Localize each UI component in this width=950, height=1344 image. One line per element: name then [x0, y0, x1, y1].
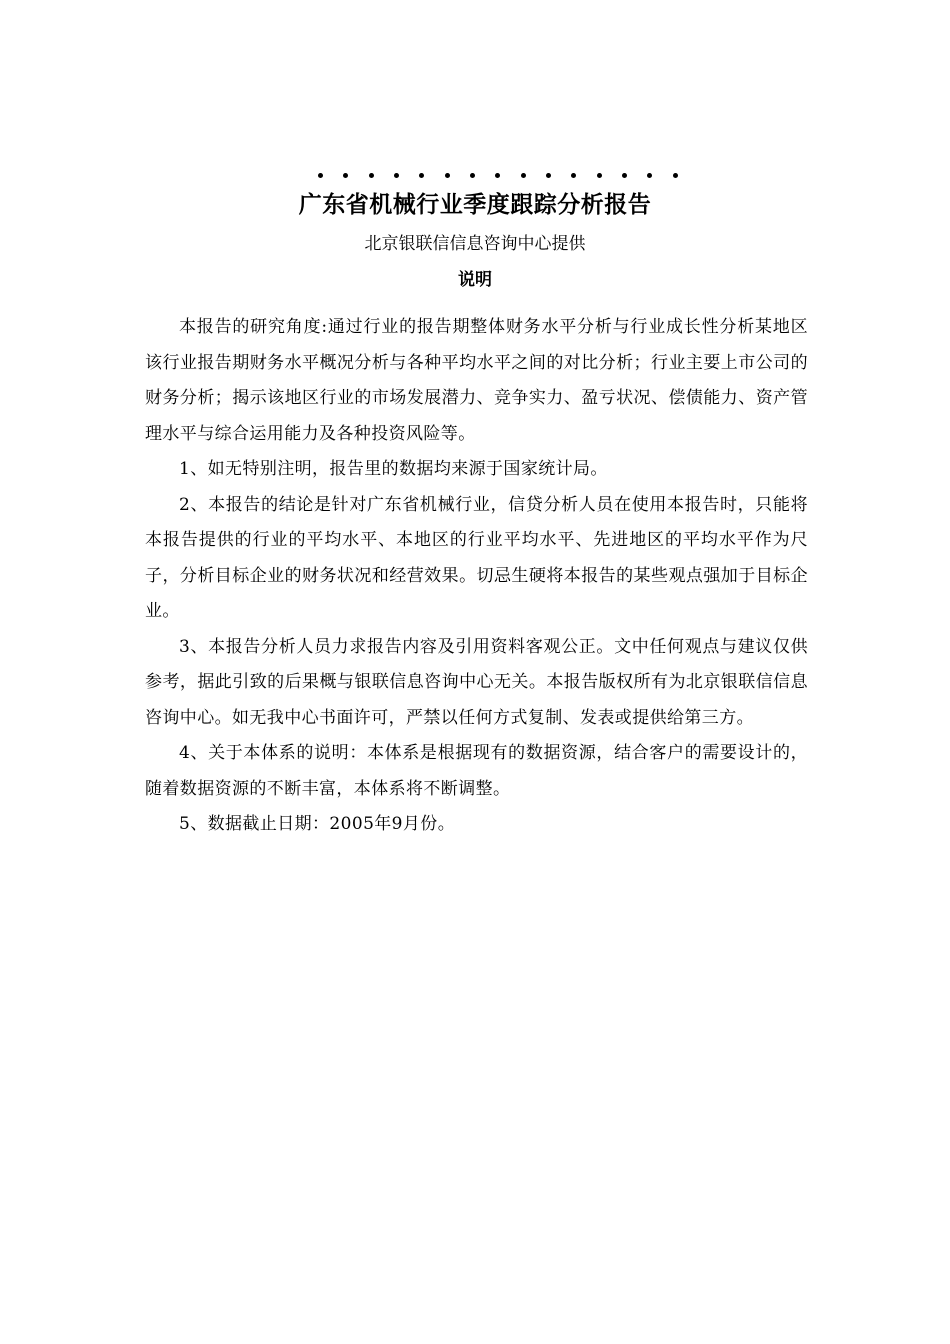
emphasis-dot — [521, 173, 526, 178]
emphasis-dot — [343, 173, 348, 178]
emphasis-dot — [419, 173, 424, 178]
emphasis-dot — [445, 173, 450, 178]
report-body — [145, 310, 808, 843]
section-heading: 说明 — [458, 270, 492, 290]
note-paragraph-5: 5、数据截止日期：2005年9月份。 — [179, 814, 456, 834]
emphasis-dot — [597, 173, 602, 178]
note-paragraph-2: 2、本报告的结论是针对广东省机械行业，信贷分析人员在使用本报告时，只能将本报告提供的行业的平均水平、本地区的行业平均水平、先进地区的平均水平作为尺子，分析目标企业的财务状况和经营效果。切忌生硬将本报告的某些观点强加于目标企业。 — [145, 494, 808, 621]
report-provider: 北京银联信信息咨询中心提供 — [364, 234, 586, 254]
report-title: 广东省机械行业季度跟踪分析报告 — [298, 192, 652, 218]
emphasis-dot — [369, 173, 374, 178]
emphasis-dot — [673, 173, 678, 178]
note-paragraph-4: 4、关于本体系的说明：本体系是根据现有的数据资源，结合客户的需要设计的，随着数据资源的不断丰富，本体系将不断调整。 — [145, 743, 808, 799]
emphasis-dot — [571, 173, 576, 178]
note-paragraph-3: 3、本报告分析人员力求报告内容及引用资料客观公正。文中任何观点与建议仅供参考，据此引致的后果概与银联信息咨询中心无关。本报告版权所有为北京银联信信息咨询中心。如无我中心书面许可，严禁以任何方式复制、发表或提供给第三方。 — [145, 636, 808, 728]
emphasis-dot — [495, 173, 500, 178]
emphasis-dot — [622, 173, 627, 178]
emphasis-dot — [394, 173, 399, 178]
intro-paragraph: 本报告的研究角度:通过行业的报告期整体财务水平分析与行业成长性分析某地区该行业报告期财务水平概况分析与各种平均水平之间的对比分析；行业主要上市公司的财务分析；揭示该地区行业的市场发展潜力、竞争实力、盈亏状况、偿债能力、资产管理水平与综合运用能力及各种投资风险等。 — [145, 317, 808, 444]
emphasis-dot — [470, 173, 475, 178]
emphasis-dot — [546, 173, 551, 178]
note-paragraph-1: 1、如无特别注明，报告里的数据均来源于国家统计局。 — [179, 459, 608, 479]
title-emphasis-dots — [318, 168, 678, 182]
emphasis-dot — [647, 173, 652, 178]
emphasis-dot — [318, 173, 323, 178]
